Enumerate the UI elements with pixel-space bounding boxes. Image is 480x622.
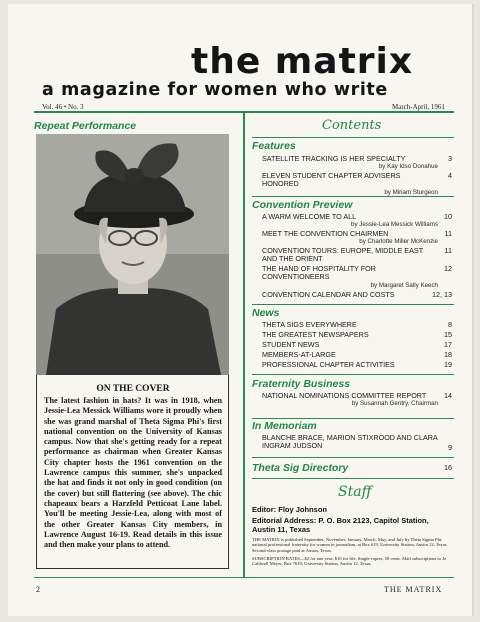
staff-title: Staff — [338, 484, 372, 500]
toc-entry-page: 10 — [444, 212, 452, 221]
toc-entry-author: by Charlotte Miller McKenzie — [359, 238, 438, 246]
cover-heading: ON THE COVER — [96, 384, 170, 394]
toc-entry-title: BLANCHE BRACE, MARION STIXROOD AND CLARA INGRAM JUDSON — [262, 433, 438, 451]
section-rule — [252, 304, 454, 305]
section-rule — [252, 457, 454, 458]
footer-magazine-name: THE MATRIX — [384, 585, 443, 594]
masthead-title: the matrix — [191, 41, 414, 82]
toc-entry[interactable] — [262, 361, 452, 369]
cover-photo — [36, 134, 229, 375]
contents-rule — [252, 137, 454, 138]
toc-entry-title: A WARM WELCOME TO ALL — [262, 212, 357, 221]
toc-entry[interactable] — [262, 321, 452, 329]
toc-entry-page: 19 — [444, 360, 452, 369]
toc-entry-title: THE HAND OF HOSPITALITY FOR CONVENTIONEERS — [262, 264, 376, 282]
section-rule — [252, 478, 454, 479]
toc-entry-title: MEET THE CONVENTION CHAIRMEN — [262, 229, 389, 238]
footer-rule — [34, 577, 454, 578]
column-divider — [243, 113, 245, 578]
editorial-address: Editorial Address: P. O. Box 2123, Capitol Station, Austin 11, Texas — [252, 516, 429, 534]
issue-volume: Vol. 46 • No. 3 — [42, 103, 84, 111]
toc-entry-author: by Margaret Sally Keech — [370, 281, 438, 289]
toc-entry-title: CONVENTION CALENDAR AND COSTS — [262, 290, 395, 299]
toc-entry[interactable] — [262, 331, 452, 339]
section-rule — [252, 374, 454, 375]
toc-entry[interactable] — [262, 230, 452, 247]
section-features: Features — [252, 140, 296, 152]
toc-entry-page: 4 — [448, 171, 452, 180]
toc-entry-page: 11 — [444, 229, 452, 238]
toc-entry[interactable] — [262, 155, 452, 172]
toc-entry[interactable] — [262, 434, 452, 451]
toc-entry-page: 11 — [444, 246, 452, 255]
masthead-subtitle: a magazine for women who write — [42, 80, 388, 100]
toc-entry-title: STUDENT NEWS — [262, 340, 320, 349]
toc-entry-page: 17 — [444, 340, 452, 349]
toc-entry-title: NATIONAL NOMINATIONS COMMITTEE REPORT — [262, 391, 427, 400]
page-number: 2 — [36, 585, 40, 594]
toc-entry-page: 3 — [448, 154, 452, 163]
section-theta-sig-directory[interactable]: Theta Sig Directory — [252, 462, 349, 474]
publication-notice: THE MATRIX is published September, November, January, March, May, and July by Theta Sigma Phi, national professional fraternity for women in journalism, at Box 619, University Station, Austin 12, Texas. Second-class postage paid at Austin, Texas. — [252, 537, 448, 553]
subscription-rates: SUBSCRIPTION RATES—$2 for one year; $10 for life. Single copies, 50 cents. Mail subscriptions to Jo Caldwell Meyer, Box 7619, University Station, Austin 12, Texas. — [252, 556, 447, 567]
toc-entry[interactable] — [262, 392, 452, 409]
toc-entry[interactable] — [262, 351, 452, 359]
editor-line: Editor: Floy Johnson — [252, 505, 327, 514]
toc-entry[interactable] — [262, 341, 452, 349]
toc-entry-author: by Kay Idso Donahue — [378, 163, 438, 171]
issue-date: March-April, 1961 — [392, 103, 445, 111]
section-label-repeat-performance: Repeat Performance — [34, 120, 137, 132]
toc-entry-page: 9 — [448, 443, 452, 452]
cover-caption-box — [36, 375, 229, 569]
toc-entry-page: 8 — [448, 320, 452, 329]
toc-entry-title: THETA SIGS EVERYWHERE — [262, 320, 357, 329]
toc-entry-page: 14 — [444, 391, 452, 400]
toc-entry-title: SATELLITE TRACKING IS HER SPECIALTY — [262, 154, 406, 163]
section-convention-preview: Convention Preview — [252, 199, 353, 211]
toc-entry[interactable] — [262, 172, 452, 197]
toc-entry-author: by Jessie-Lea Messick Williams — [351, 221, 438, 229]
toc-entry-title: THE GREATEST NEWSPAPERS — [262, 330, 369, 339]
toc-entry-page: 18 — [444, 350, 452, 359]
cover-text: The latest fashion in hats? It was in 1918, when Jessie-Lea Messick Williams wore it proudly when she was grand marshal of Theta Sigma Phi's first national convention on the University of Kansas campus. Now that she's getting ready for a repeat performance as chairman when Greater Kansas City chapter hosts the 1961 convention on the Lawrence campus this summer, she's unpacked the hat and finds it not only in good condition (on the cover) but still flattering (see above). The chic chapeaux bears a Harzfeld Petticoat Lane label. You'll be meeting Jessie-Lea, along with most of the other Greater Kansas City members, in Lawrence August 16-19. Read details in this issue and then make your plans to attend. — [44, 396, 222, 550]
toc-entry-title: ELEVEN STUDENT CHAPTER ADVISERS HONORED — [262, 171, 401, 189]
toc-entry-author: by Susannah Gentry, Chairman — [351, 400, 438, 408]
toc-entry-title: CONVENTION TOURS: EUROPE, MIDDLE EAST AND THE ORIENT — [262, 246, 423, 264]
toc-entry-title: PROFESSIONAL CHAPTER ACTIVITIES — [262, 360, 395, 369]
section-rule — [252, 196, 454, 197]
portrait-illustration — [36, 134, 229, 375]
toc-entry-page: 12, 13 — [432, 290, 452, 299]
toc-entry-author: by Miriam Sturgeon — [384, 188, 438, 196]
toc-entry[interactable] — [262, 213, 452, 230]
toc-entry[interactable] — [262, 291, 452, 299]
contents-title: Contents — [322, 118, 382, 133]
section-rule — [252, 418, 454, 419]
toc-entry-page: 16 — [444, 463, 452, 472]
section-fraternity-business: Fraternity Business — [252, 378, 351, 390]
section-news: News — [252, 307, 280, 319]
section-in-memoriam: In Memoriam — [252, 420, 317, 432]
toc-entry[interactable] — [262, 265, 452, 290]
toc-entry-page: 15 — [444, 330, 452, 339]
toc-entry-page: 12 — [444, 264, 452, 273]
toc-entry[interactable] — [262, 247, 452, 264]
toc-entry-title: MEMBERS-AT-LARGE — [262, 350, 336, 359]
